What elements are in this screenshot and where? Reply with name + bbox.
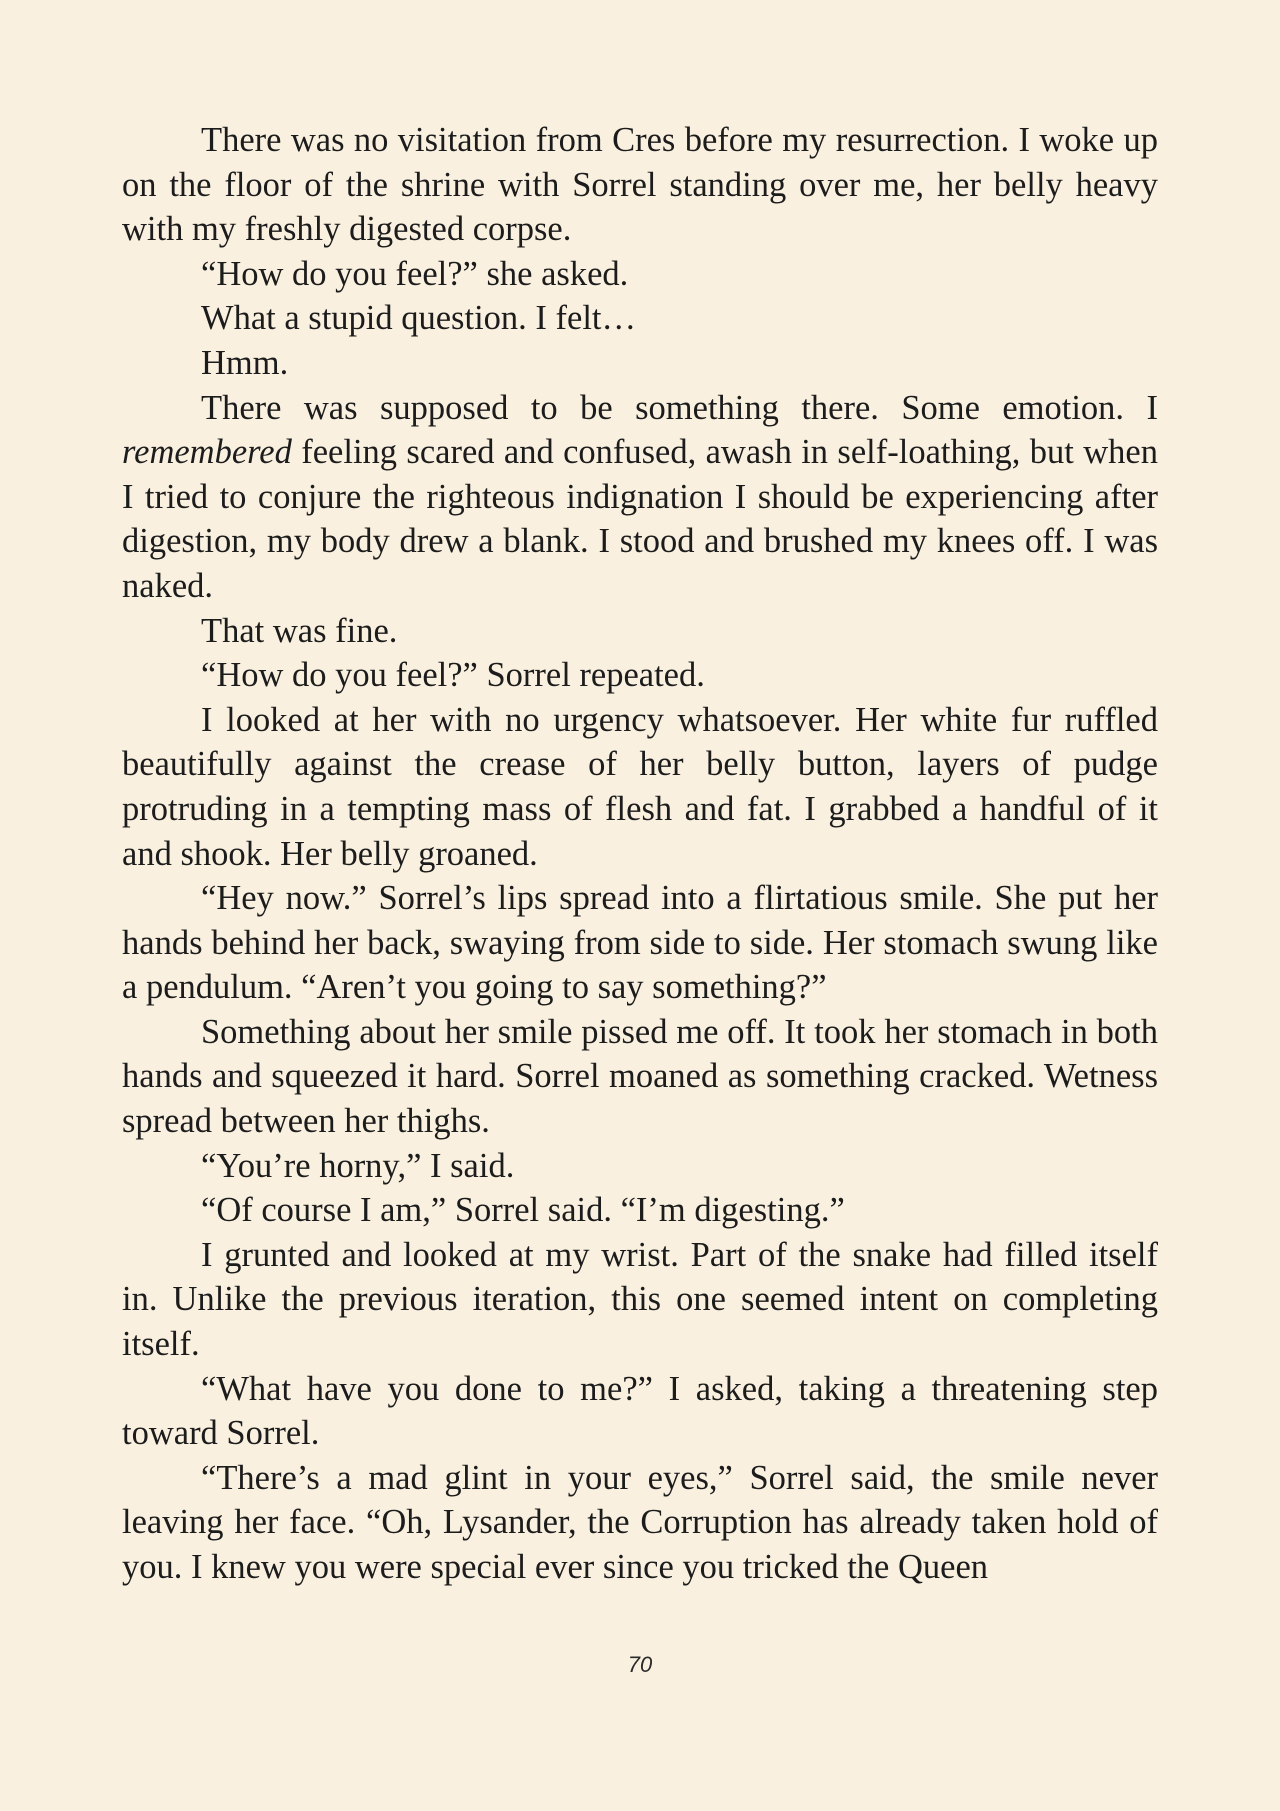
paragraph: “You’re horny,” I said. — [201, 1146, 515, 1185]
paragraph: What a stupid question. I felt… — [201, 299, 636, 338]
paragraph: “Hey now.” Sorrel’s lips spread into a flirtatious smile. She put her hands behind her back, swaying from side to side. Her stomach swung like a pendulum. “Aren’t you going to say something?” — [122, 879, 1158, 1007]
paragraph: Hmm. — [201, 343, 289, 382]
paragraph-text: feeling scared and confused, awash in self-loathing, but when I tried to conjure the righteous indignation I should be experiencing after digestion, my body drew a blank. I stood and brushed my knees off. I was naked. — [122, 433, 1158, 605]
paragraph: I looked at her with no urgency whatsoever. Her white fur ruffled beautifully against the crease of her belly button, layers of pudge protruding in a tempting mass of flesh and fat. I grabbed a handful of it and shook. Her belly groaned. — [122, 700, 1158, 873]
page-number: 70 — [627, 1652, 653, 1677]
paragraph: “What have you done to me?” I asked, taking a threatening step toward Sorrel. — [122, 1369, 1158, 1453]
paragraph: “There’s a mad glint in your eyes,” Sorrel said, the smile never leaving her face. “Oh, Lysander, the Corruption has already taken hold of you. I knew you were special ever since you tricked the Queen — [122, 1458, 1158, 1586]
paragraph: There was no visitation from Cres before my resurrection. I woke up on the floor of the shrine with Sorrel standing over me, her belly heavy with my freshly digested corpse. — [122, 121, 1158, 249]
emphasized-text: remembered — [122, 433, 292, 472]
paragraph: “How do you feel?” she asked. — [201, 254, 629, 293]
paragraph: “Of course I am,” Sorrel said. “I’m digesting.” — [201, 1191, 845, 1230]
paragraph-text: There was supposed to be something there. Some emotion. I — [201, 388, 1158, 427]
paragraph: Something about her smile pissed me off. It took her stomach in both hands and squeezed it hard. Sorrel moaned as something cracked. Wetness spread between her thighs. — [122, 1012, 1158, 1141]
body-text — [122, 118, 1158, 1590]
paragraph — [122, 386, 1158, 609]
paragraph: “How do you feel?” Sorrel repeated. — [201, 656, 705, 695]
paragraph: I grunted and looked at my wrist. Part of the snake had filled itself in. Unlike the previous iteration, this one seemed intent on completing itself. — [122, 1235, 1158, 1364]
paragraph: That was fine. — [201, 611, 398, 650]
